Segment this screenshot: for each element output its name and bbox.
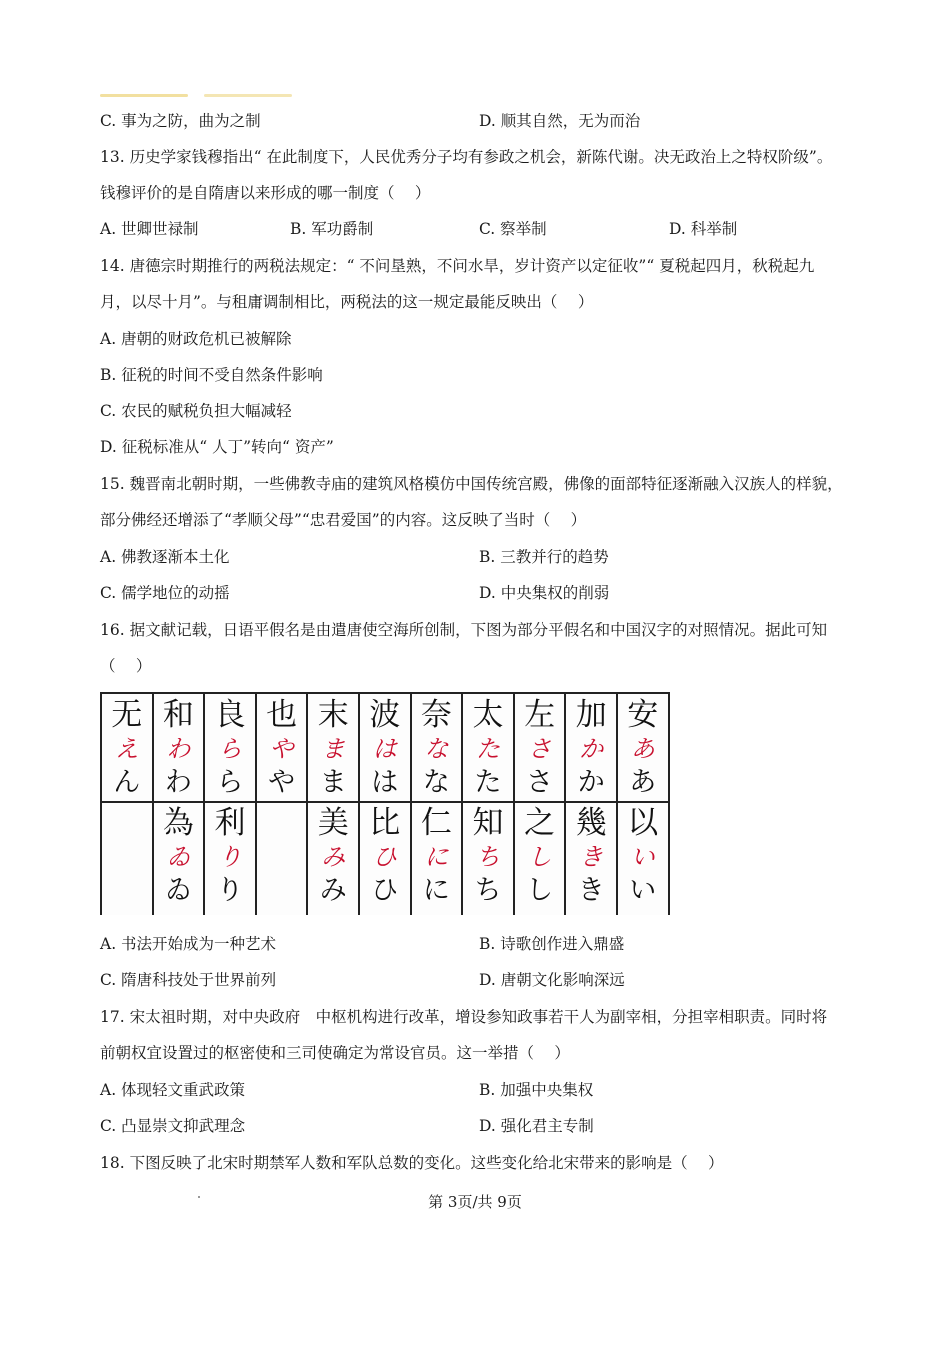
bottom-kanji-cell: 知: [472, 805, 504, 841]
top-hist-cell: わ: [166, 735, 191, 763]
q13-option-d[interactable]: D. 科举制: [669, 220, 738, 238]
bottom-kana-cell: い: [629, 875, 657, 906]
table-column: [154, 694, 206, 915]
bottom-kanji-cell: 之: [524, 805, 556, 841]
bottom-hist-cell: き: [579, 843, 604, 871]
top-hist-cell: ら: [217, 735, 242, 763]
table-column: [102, 694, 154, 915]
top-kana-cell: わ: [164, 767, 192, 798]
top-kanji-cell: 波: [369, 697, 401, 733]
q15-stem-line1: 15. 魏晋南北朝时期，一些佛教寺庙的建筑风格模仿中国传统宫殿，佛像的面部特征逐渐融入汉族人的样貌，: [100, 475, 843, 493]
bottom-hist-cell: ゐ: [166, 843, 191, 871]
bottom-kana-cell: み: [319, 875, 347, 906]
q18-stem-line1: 18. 下图反映了北宋时期禁军人数和军队总数的变化。这些变化给北宋带来的影响是（ ）: [100, 1154, 724, 1172]
top-kana-cell: ら: [216, 767, 244, 798]
q17-option-d[interactable]: D. 强化君主专制: [479, 1117, 594, 1135]
q17-stem-line2: 前朝权宜设置过的枢密使和三司使确定为常设官员。这一举措（ ）: [100, 1044, 570, 1062]
table-column: [412, 694, 464, 915]
top-kana-cell: や: [268, 767, 296, 798]
top-hist-cell: え: [114, 735, 139, 763]
q17-option-a[interactable]: A. 体现轻文重武政策: [100, 1081, 246, 1099]
top-highlight-mark: [204, 94, 292, 97]
q16-stem-line2: （ ）: [100, 657, 152, 675]
q13-stem-line2: 钱穆评价的是自隋唐以来形成的哪一制度（ ）: [100, 184, 431, 202]
q14-stem-line1: 14. 唐德宗时期推行的两税法规定：“ 不问垦熟，不问水旱，岁计资产以定征收”“ 夏税起四月，秋税起九: [100, 257, 815, 275]
bottom-kana-cell: ゐ: [164, 875, 192, 906]
bottom-kanji-cell: 幾: [575, 805, 607, 841]
q17-stem-line1: 17. 宋太祖时期，对中央政府 中枢机构进行改革，增设参知政事若干人为副宰相，分担宰相职责。同时将: [100, 1008, 828, 1026]
top-kanji-cell: 太: [472, 697, 504, 733]
top-kanji-cell: 良: [214, 697, 246, 733]
top-kanji-cell: 加: [575, 697, 607, 733]
bottom-kanji-cell: 為: [162, 805, 194, 841]
q14-option-b[interactable]: B. 征税的时间不受自然条件影响: [100, 366, 323, 384]
table-column: [515, 694, 567, 915]
q16-option-b[interactable]: B. 诗歌创作进入鼎盛: [479, 935, 625, 953]
q14-option-c[interactable]: C. 农民的赋税负担大幅减轻: [100, 402, 292, 420]
q14-option-d[interactable]: D. 征税标准从“ 人丁”转向“ 资产”: [100, 438, 334, 456]
bottom-kana-cell: ひ: [371, 875, 399, 906]
top-hist-cell: な: [424, 735, 449, 763]
top-hist-cell: ま: [321, 735, 346, 763]
q16-stem-line1: 16. 据文献记载，日语平假名是由遣唐使空海所创制，下图为部分平假名和中国汉字的对照情况。据此可知: [100, 621, 828, 639]
top-kana-cell: は: [371, 767, 399, 798]
top-kana-cell: ん: [113, 767, 141, 798]
table-column: [257, 694, 309, 915]
bottom-hist-cell: り: [217, 843, 242, 871]
top-kanji-cell: 奈: [420, 697, 452, 733]
bottom-hist-cell: ち: [475, 843, 500, 871]
top-kana-cell: た: [474, 767, 502, 798]
q16-option-d[interactable]: D. 唐朝文化影响深远: [479, 971, 625, 989]
top-highlight-mark: [100, 94, 188, 97]
top-hist-cell: さ: [527, 735, 552, 763]
top-hist-cell: や: [269, 735, 294, 763]
top-hist-cell: は: [372, 735, 397, 763]
bottom-kanji-cell: 比: [369, 805, 401, 841]
table-column: [566, 694, 618, 915]
top-kana-cell: ま: [319, 767, 347, 798]
top-kana-cell: か: [577, 767, 605, 798]
q14-option-a[interactable]: A. 唐朝的财政危机已被解除: [100, 330, 292, 348]
top-hist-cell: た: [475, 735, 500, 763]
table-column: [618, 694, 670, 915]
q15-option-c[interactable]: C. 儒学地位的动摇: [100, 584, 230, 602]
bottom-kanji-cell: 以: [627, 805, 659, 841]
top-kana-cell: あ: [629, 767, 657, 798]
q17-option-b[interactable]: B. 加强中央集权: [479, 1081, 594, 1099]
q13-stem-line1: 13. 历史学家钱穆指出“ 在此制度下，人民优秀分子均有参政之机会，新陈代谢。决无政治上之特权阶级”。: [100, 148, 833, 166]
q14-stem-line2: 月，以尽十月”。与租庸调制相比，两税法的这一规定最能反映出（ ）: [100, 293, 594, 311]
q15-option-d[interactable]: D. 中央集权的削弱: [479, 584, 610, 602]
q15-option-b[interactable]: B. 三教并行的趋势: [479, 548, 609, 566]
bottom-kanji-cell: 利: [214, 805, 246, 841]
q15-option-a[interactable]: A. 佛教逐渐本土化: [100, 548, 230, 566]
bottom-kana-cell: り: [216, 875, 244, 906]
top-kanji-cell: 和: [162, 697, 194, 733]
bottom-hist-cell: ひ: [372, 843, 397, 871]
bottom-kana-cell: に: [422, 875, 450, 906]
table-column: [360, 694, 412, 915]
bottom-hist-cell: し: [527, 843, 552, 871]
bottom-kana-cell: き: [577, 875, 605, 906]
q17-option-c[interactable]: C. 凸显崇文抑武理念: [100, 1117, 246, 1135]
q12-option-d[interactable]: D. 顺其自然，无为而治: [479, 112, 641, 130]
q12-option-c[interactable]: C. 事为之防，曲为之制: [100, 112, 261, 130]
hiragana-kanji-table: [100, 692, 670, 915]
top-hist-cell: あ: [630, 735, 655, 763]
top-kanji-cell: 无: [111, 697, 143, 733]
bottom-kanji-cell: 仁: [420, 805, 452, 841]
table-column: [205, 694, 257, 915]
bottom-kanji-cell: 美: [317, 805, 349, 841]
table-column: [308, 694, 360, 915]
top-hist-cell: か: [579, 735, 604, 763]
q16-option-a[interactable]: A. 书法开始成为一种艺术: [100, 935, 277, 953]
q13-option-a[interactable]: A. 世卿世禄制: [100, 220, 199, 238]
q15-stem-line2: 部分佛经还增添了“孝顺父母”“忠君爱国”的内容。这反映了当时（ ）: [100, 511, 587, 529]
table-column: [463, 694, 515, 915]
bottom-hist-cell: み: [321, 843, 346, 871]
q13-option-c[interactable]: C. 察举制: [479, 220, 547, 238]
top-kanji-cell: 安: [627, 697, 659, 733]
bottom-kana-cell: ち: [474, 875, 502, 906]
bottom-hist-cell: に: [424, 843, 449, 871]
top-kanji-cell: 也: [266, 697, 298, 733]
q16-option-c[interactable]: C. 隋唐科技处于世界前列: [100, 971, 277, 989]
page-footer: 第 3页/共 9页: [428, 1193, 522, 1211]
q13-option-b[interactable]: B. 军功爵制: [290, 220, 374, 238]
top-kana-cell: な: [422, 767, 450, 798]
bottom-hist-cell: い: [630, 843, 655, 871]
bottom-kana-cell: し: [526, 875, 554, 906]
top-kana-cell: さ: [526, 767, 554, 798]
top-kanji-cell: 末: [317, 697, 349, 733]
top-kanji-cell: 左: [524, 697, 556, 733]
